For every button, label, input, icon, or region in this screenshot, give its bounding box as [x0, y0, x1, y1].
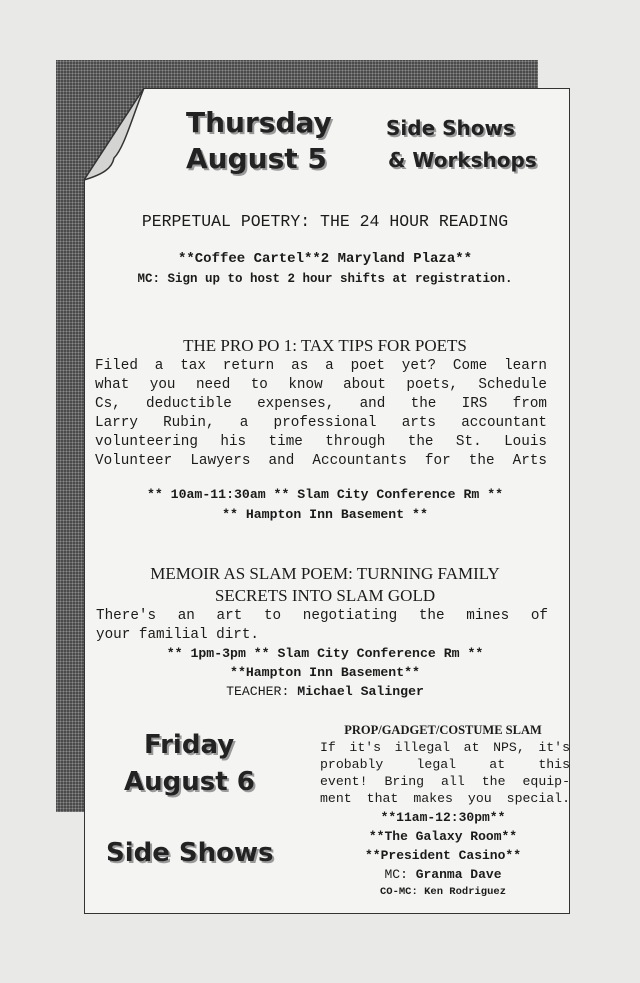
- event4-desc-line: event! Bring all the equip-: [320, 774, 570, 789]
- event4-room: **The Galaxy Room**: [368, 829, 518, 844]
- thursday-date: August 5: [186, 142, 327, 175]
- thursday-side-shows: Side Shows: [386, 116, 515, 140]
- event3-teacher: [96, 684, 554, 699]
- event2-desc-line: what you need to know about poets, Schedule: [95, 377, 547, 393]
- thursday-workshops: & Workshops: [388, 148, 537, 172]
- friday-date: August 6: [124, 767, 255, 797]
- friday-side-shows: Side Shows: [106, 838, 274, 868]
- teacher-label: TEACHER:: [226, 684, 290, 699]
- event1-location: **Coffee Cartel**2 Maryland Plaza**: [177, 251, 473, 267]
- event1-mc: MC: Sign up to host 2 hour shifts at registration.: [137, 272, 513, 286]
- event3-venue: **Hampton Inn Basement**: [230, 665, 420, 680]
- mc-label: MC:: [384, 867, 408, 882]
- event4-desc-line: If it's illegal at NPS, it's: [320, 740, 570, 755]
- teacher-name: Michael Salinger: [297, 684, 424, 699]
- event2-time: ** 10am-11:30am ** Slam City Conference Rm **: [146, 487, 504, 502]
- event3-title-line2: SECRETS INTO SLAM GOLD: [214, 586, 436, 605]
- event4-comc: [320, 886, 566, 898]
- event2-venue: ** Hampton Inn Basement **: [222, 507, 428, 522]
- event2-desc-line: volunteering his time through the St. Louis: [95, 434, 547, 450]
- event3-time: ** 1pm-3pm ** Slam City Conference Rm **: [166, 646, 484, 661]
- event4-desc-line: ment that makes you special.: [320, 791, 570, 806]
- page-curl-icon: [84, 88, 146, 182]
- event3-desc-line: There's an art to negotiating the mines of: [96, 608, 548, 624]
- event2-title: THE PRO PO 1: TAX TIPS FOR POETS: [183, 336, 467, 355]
- thursday-day: Thursday: [186, 106, 332, 139]
- event3-title-line1: MEMOIR AS SLAM POEM: TURNING FAMILY: [150, 564, 500, 583]
- mc-name: Granma Dave: [415, 867, 502, 882]
- event4-venue: **President Casino**: [364, 848, 522, 863]
- event4-title: PROP/GADGET/COSTUME SLAM: [344, 723, 542, 737]
- event1-title: PERPETUAL POETRY: THE 24 HOUR READING: [141, 212, 509, 231]
- event2-desc-line: Larry Rubin, a professional arts accountant: [95, 415, 547, 431]
- event4-mc: [320, 867, 566, 882]
- event2-desc-line: Volunteer Lawyers and Accountants for the Arts: [95, 453, 547, 469]
- event2-desc-line: Cs, deductible expenses, and the IRS from: [95, 396, 547, 412]
- comc-name: Ken Rodriguez: [424, 886, 507, 898]
- friday-day: Friday: [144, 730, 235, 760]
- event2-desc-line: Filed a tax return as a poet yet? Come learn: [95, 358, 547, 374]
- comc-label: CO-MC:: [379, 886, 418, 898]
- event4-time: **11am-12:30pm**: [380, 810, 506, 825]
- event4-desc-line: probably legal at this: [320, 757, 570, 772]
- event3-desc-line: your familial dirt.: [96, 627, 260, 643]
